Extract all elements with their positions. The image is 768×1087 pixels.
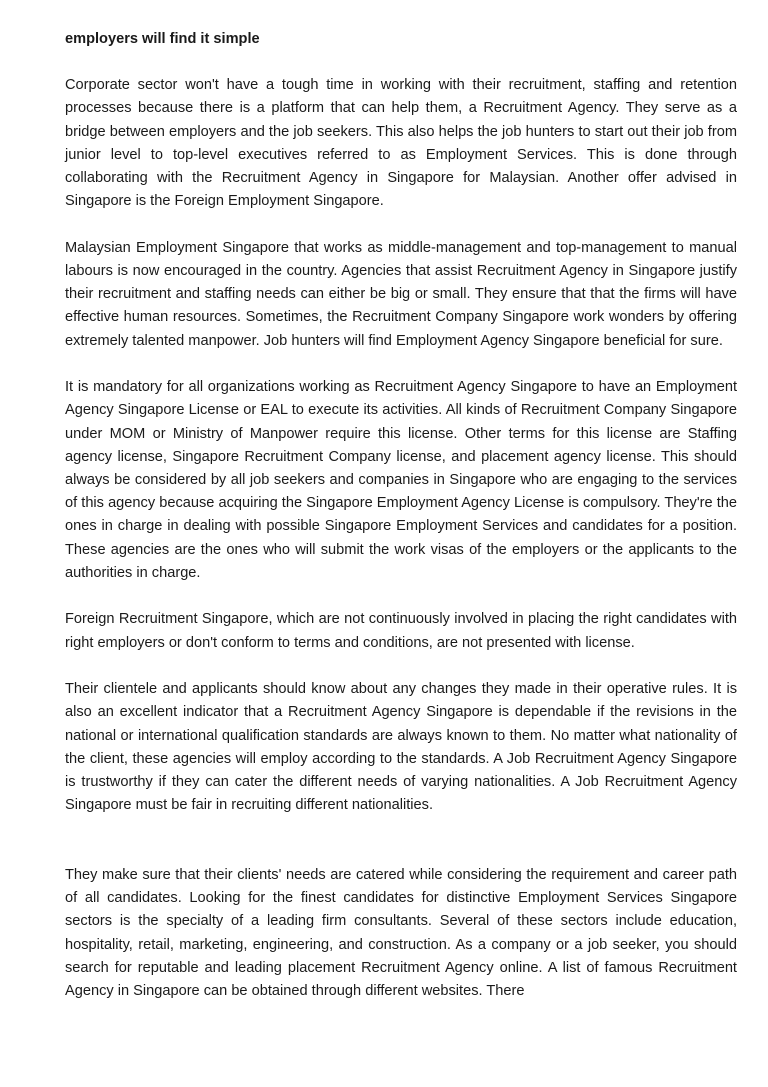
paragraph-4: Foreign Recruitment Singapore, which are not continuously involved in placing the right candidates with right employers or don't conform to terms and conditions, are not presented with license. [65, 611, 737, 651]
paragraph-5: Their clientele and applicants should know about any changes they made in their operative rules. It is also an excellent indicator that a Recruitment Agency Singapore is dependable if the revisions in the national or international qualification standards are always known to them. No matter what nationality of the client, these agencies will employ according to the standards. A Job Recruitment Agency Singapore is trustworthy if they can cater the different needs of varying nationalities. A Job Recruitment Agency Singapore must be fair in recruiting different nationalities. [65, 681, 737, 814]
section-heading: employers will find it simple [65, 31, 260, 47]
paragraph-3: It is mandatory for all organizations working as Recruitment Agency Singapore to have an Employment Agency Singapore License or EAL to execute its activities. All kinds of Recruitment Company Singapore under MOM or Ministry of Manpower require this license. Other terms for this license are Staffing agency license, Singapore Recruitment Company license, and placement agency license. This should always be considered by all job seekers and companies in Singapore who are engaging to the services of this agency because acquiring the Singapore Employment Agency License is compulsory. They're the ones in charge in dealing with possible Singapore Employment Services and candidates for a position. These agencies are the ones who will submit the work visas of the employers or the applicants to the authorities in charge. [65, 379, 737, 581]
paragraph-2: Malaysian Employment Singapore that works as middle-management and top-management to manual labours is now encouraged in the country. Agencies that assist Recruitment Agency in Singapore justify their recruitment and staffing needs can either be big or small. They ensure that that the firms will have effective human resources. Sometimes, the Recruitment Company Singapore work wonders by offering extremely talented manpower. Job hunters will find Employment Agency Singapore beneficial for sure. [65, 239, 737, 349]
paragraph-1: Corporate sector won't have a tough time in working with their recruitment, staffing and retention processes because there is a platform that can help them, a Recruitment Agency. They serve as a bridge between employers and the job seekers. This also helps the job hunters to start out their job from junior level to top-level executives referred to as Employment Services. This is done through collaborating with the Recruitment Agency in Singapore for Malaysian. Another offer advised in Singapore is the Foreign Employment Singapore. [65, 77, 737, 210]
document-page [65, 28, 737, 1003]
paragraph-6: They make sure that their clients' needs are catered while considering the requirement and career path of all candidates. Looking for the finest candidates for distinctive Employment Services Singapore sectors is the specialty of a leading firm consultants. Several of these sectors include education, hospitality, retail, marketing, engineering, and construction. As a company or a job seeker, you should search for reputable and leading placement Recruitment Agency online. A list of famous Recruitment Agency in Singapore can be obtained through different websites. There [65, 866, 737, 999]
